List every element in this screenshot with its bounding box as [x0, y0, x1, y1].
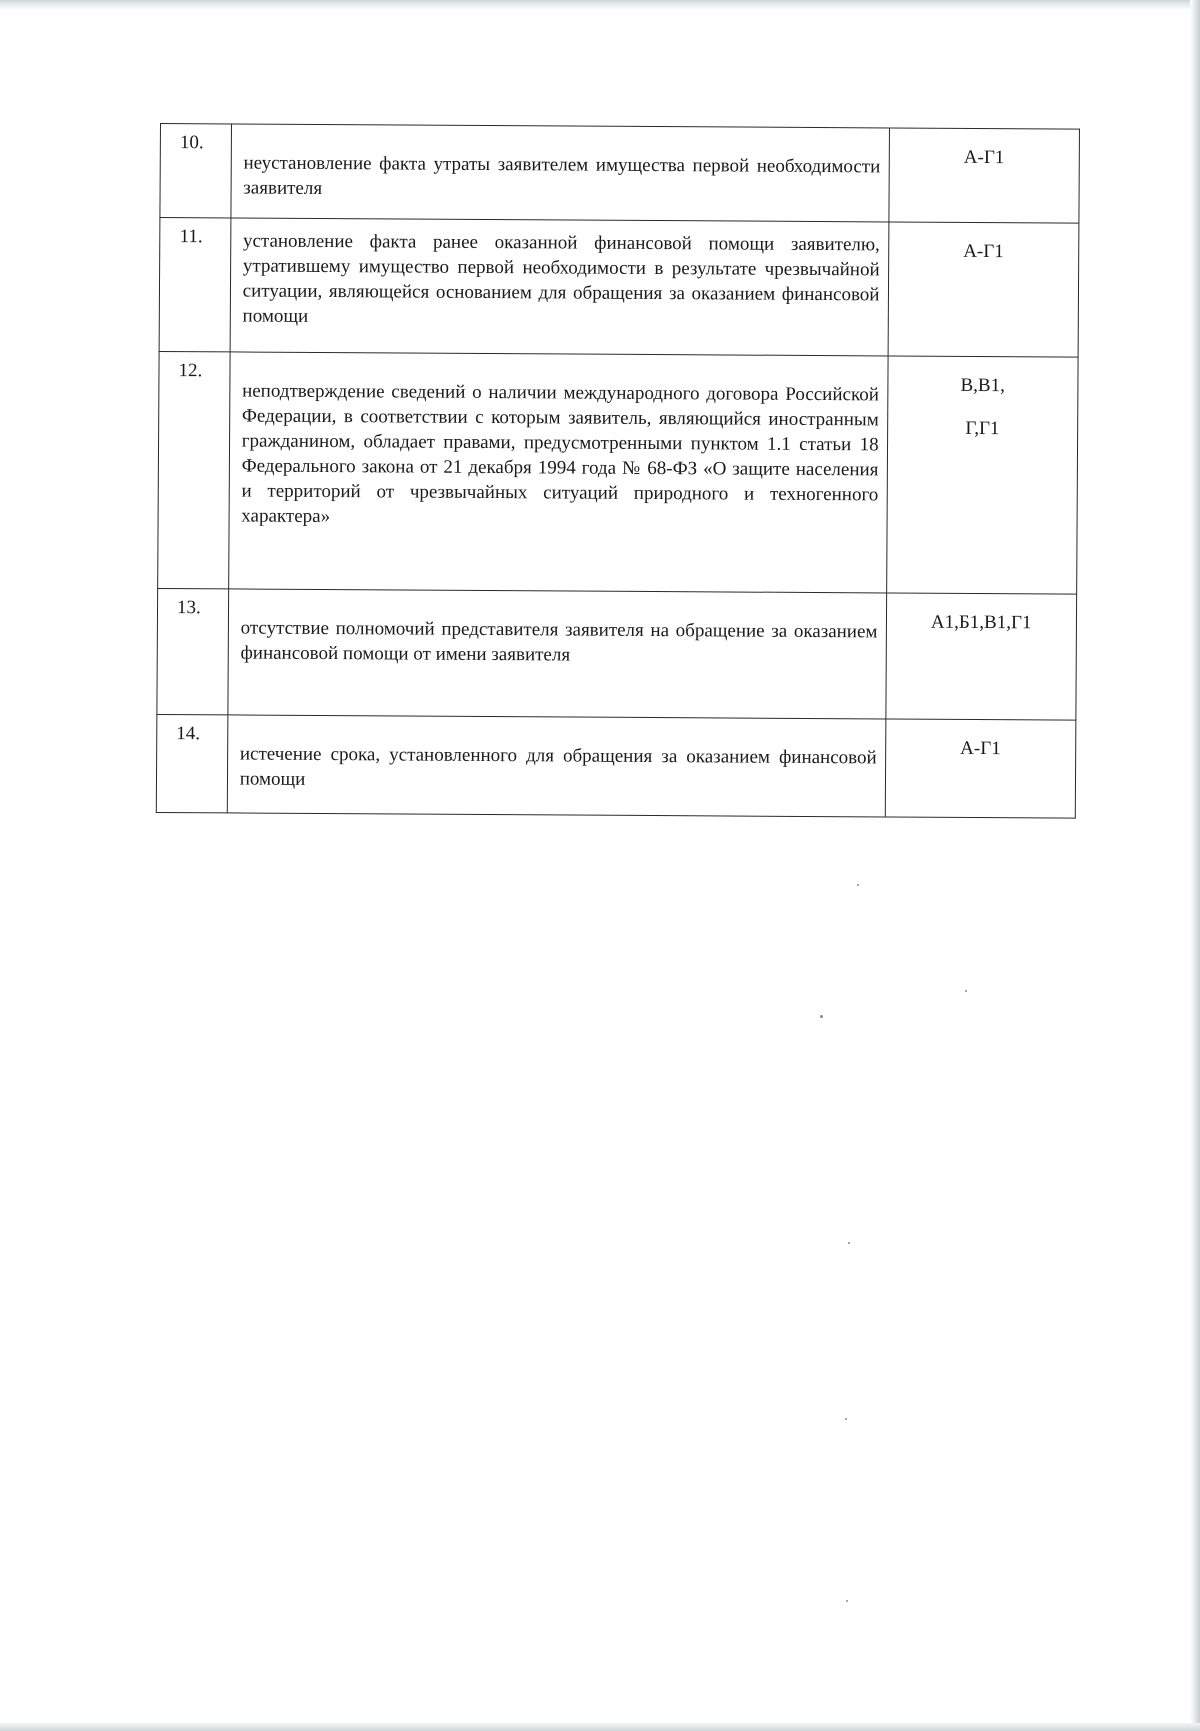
row-number-cell [156, 714, 227, 812]
scan-speck [846, 1600, 848, 1602]
table-row [158, 351, 1078, 594]
row-number: 13. [176, 597, 201, 619]
row-text: установление факта ранее оказанной финансовой помощи заявителю, утратившему имущество первой необходимости в результате чрезвычайной ситуации, являющейся основанием для обращения за оказанием финансовой помощи [242, 230, 880, 327]
row-text-cell [227, 715, 885, 817]
scan-edge-bottom [0, 1723, 1200, 1731]
row-text-cell [228, 352, 887, 593]
row-number: 11. [179, 226, 203, 248]
row-code-cell [886, 356, 1078, 594]
row-number-cell [160, 124, 231, 218]
row-text: неподтверждение сведений о наличии международного договора Российской Федерации, в соответствии с которым заявитель, являющийся иностранным гражданином, обладает правами, предусмотренными пунктом 1.1 статьи 18 Федерального закона от 21 декабря 1994 года № 68-ФЗ «О защите населения и территорий от чрезвычайных ситуаций природного и техногенного характера» [241, 380, 879, 528]
row-code-cell [885, 593, 1076, 720]
row-number-cell [159, 218, 231, 352]
row-code-cell [888, 222, 1079, 357]
scan-edge-right [1190, 0, 1200, 1731]
scan-speck [857, 884, 859, 886]
scan-speck [845, 1418, 847, 1420]
scan-edge-top [0, 0, 1200, 10]
table-row [160, 124, 1080, 224]
grounds-table [156, 123, 1080, 819]
row-code: А1,Б1,В1,Г1 [930, 611, 1032, 634]
row-code-cell [885, 719, 1076, 818]
scan-speck [820, 1015, 823, 1018]
row-code: Г,Г1 [965, 417, 1000, 440]
row-code: А-Г1 [963, 240, 1004, 263]
scan-speck [848, 1242, 850, 1244]
row-code-cell [888, 128, 1079, 223]
row-number: 12. [178, 360, 203, 382]
row-code: В,В1, [960, 374, 1005, 397]
table-row [157, 588, 1077, 720]
row-text-cell [230, 218, 889, 356]
row-text-cell [231, 124, 889, 222]
row-number-cell [158, 351, 230, 588]
table-row [156, 714, 1076, 818]
table-row [159, 218, 1079, 358]
row-number: 14. [176, 723, 201, 745]
row-text: истечение срока, установленного для обращения за оказанием финансовой помощи [239, 743, 877, 790]
row-text-cell [228, 589, 887, 719]
row-number-cell [157, 588, 229, 714]
scan-speck [965, 990, 967, 992]
row-code: А-Г1 [963, 146, 1005, 169]
row-text: отсутствие полномочий представителя заявителя на обращение за оказанием финансовой помощи от имени заявителя [240, 617, 878, 666]
row-text: неустановление факта утраты заявителем имущества первой необходимости заявителя [243, 152, 881, 199]
row-code: А-Г1 [960, 737, 1001, 760]
row-number: 10. [179, 132, 204, 154]
